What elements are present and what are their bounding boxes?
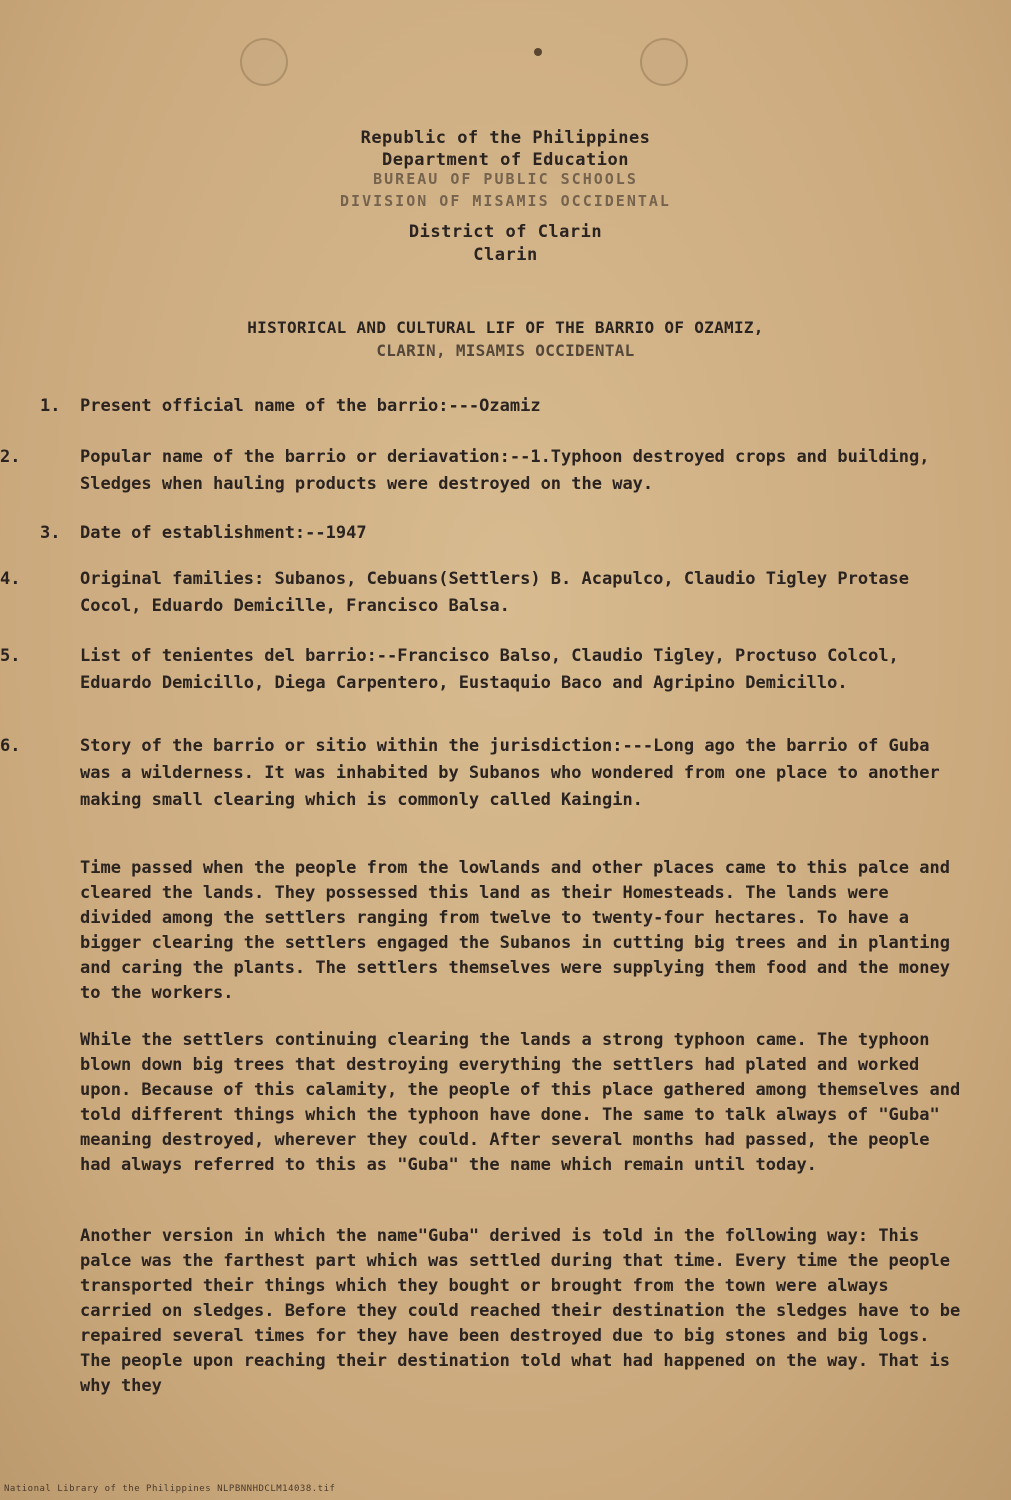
archive-footer: National Library of the Philippines NLPBNNHDCLM14038.tif (4, 1484, 336, 1494)
story-paragraph-3: Another version in which the name"Guba" derived is told in the following way: This palce was the farthest part which was settled during that time. Every time the people transported their things which they bought or brought from the town were always carried on sledges. Before they could reached their destination the sledges have to be repaired several times for they have been destroyed due to big stones and big logs. The people upon reaching their destination told what had happened on the way. That is why they (80, 1226, 961, 1396)
item-text: Date of establishment:--1947 (80, 523, 367, 543)
list-item-popular-name (0, 444, 970, 498)
item-text: List of tenientes del barrio:--Francisco Balso, Claudio Tigley, Proctuso Colcol, Eduardo Demicillo, Diega Carpentero, Eustaquio Baco and Agripino Demicillo. (80, 646, 899, 693)
item-text: Story of the barrio or sitio within the jurisdiction:---Long ago the barrio of Guba was a wilderness. It was inhabited by Subanos who wondered from one place to another making small clearing which is commonly called Kaingin. (80, 736, 940, 810)
item-text: Present official name of the barrio:---Ozamiz (80, 396, 541, 416)
header-bureau: BUREAU OF PUBLIC SCHOOLS (373, 170, 638, 188)
item-number: 3. (40, 523, 61, 543)
story-paragraph-2: While the settlers continuing clearing the lands a strong typhoon came. The typhoon blown down big trees that destroying everything the settlers had plated and worked upon. Because of this calamity, the people of this place gathered among themselves and told different things which the typhoon have done. The same to talk always of "Guba" meaning destroyed, wherever they could. After several months had passed, the people had always referred to this as "Guba" the name which remain until today. (80, 1030, 961, 1175)
header-division: DIVISION OF MISAMIS OCCIDENTAL (340, 192, 671, 210)
ink-dot (534, 48, 542, 56)
item-number: 2. (0, 447, 21, 467)
header-district: District of Clarin (408, 222, 603, 242)
document-subtitle: CLARIN, MISAMIS OCCIDENTAL (376, 341, 635, 360)
punch-hole-left (240, 38, 288, 86)
story-paragraph-1: Time passed when the people from the lowlands and other places came to this palce and cleared the lands. They possessed this land as their Homesteads. The lands were divided among the settlers ranging from twelve to twenty-four hectares. To have a bigger clearing the settlers engaged the Subanos in cutting big trees and in planting and caring the plants. The settlers themselves were supplying them food and the money to the workers. (80, 858, 950, 1003)
item-number: 4. (0, 569, 21, 589)
item-number: 1. (40, 396, 61, 416)
header-town: Clarin (473, 245, 538, 265)
list-item-official-name (40, 393, 970, 420)
item-text: Original families: Subanos, Cebuans(Settlers) B. Acapulco, Claudio Tigley Protase Cocol, Eduardo Demicille, Francisco Balsa. (80, 569, 910, 616)
header-republic: Republic of the Philippines (360, 128, 651, 148)
list-item-original-families (0, 566, 970, 620)
punch-hole-right (640, 38, 688, 86)
document-title: HISTORICAL AND CULTURAL LIF OF THE BARRIO OF OZAMIZ, (247, 318, 764, 337)
list-item-story (0, 733, 970, 814)
list-item-establishment (40, 520, 970, 547)
item-number: 5. (0, 646, 21, 666)
list-item-tenientes (0, 643, 970, 697)
item-text: Popular name of the barrio or deriavation:--1.Typhoon destroyed crops and building, Sledges when hauling products were destroyed on the way. (80, 447, 930, 494)
item-number: 6. (0, 736, 21, 756)
header-department: Department of Education (382, 150, 629, 170)
